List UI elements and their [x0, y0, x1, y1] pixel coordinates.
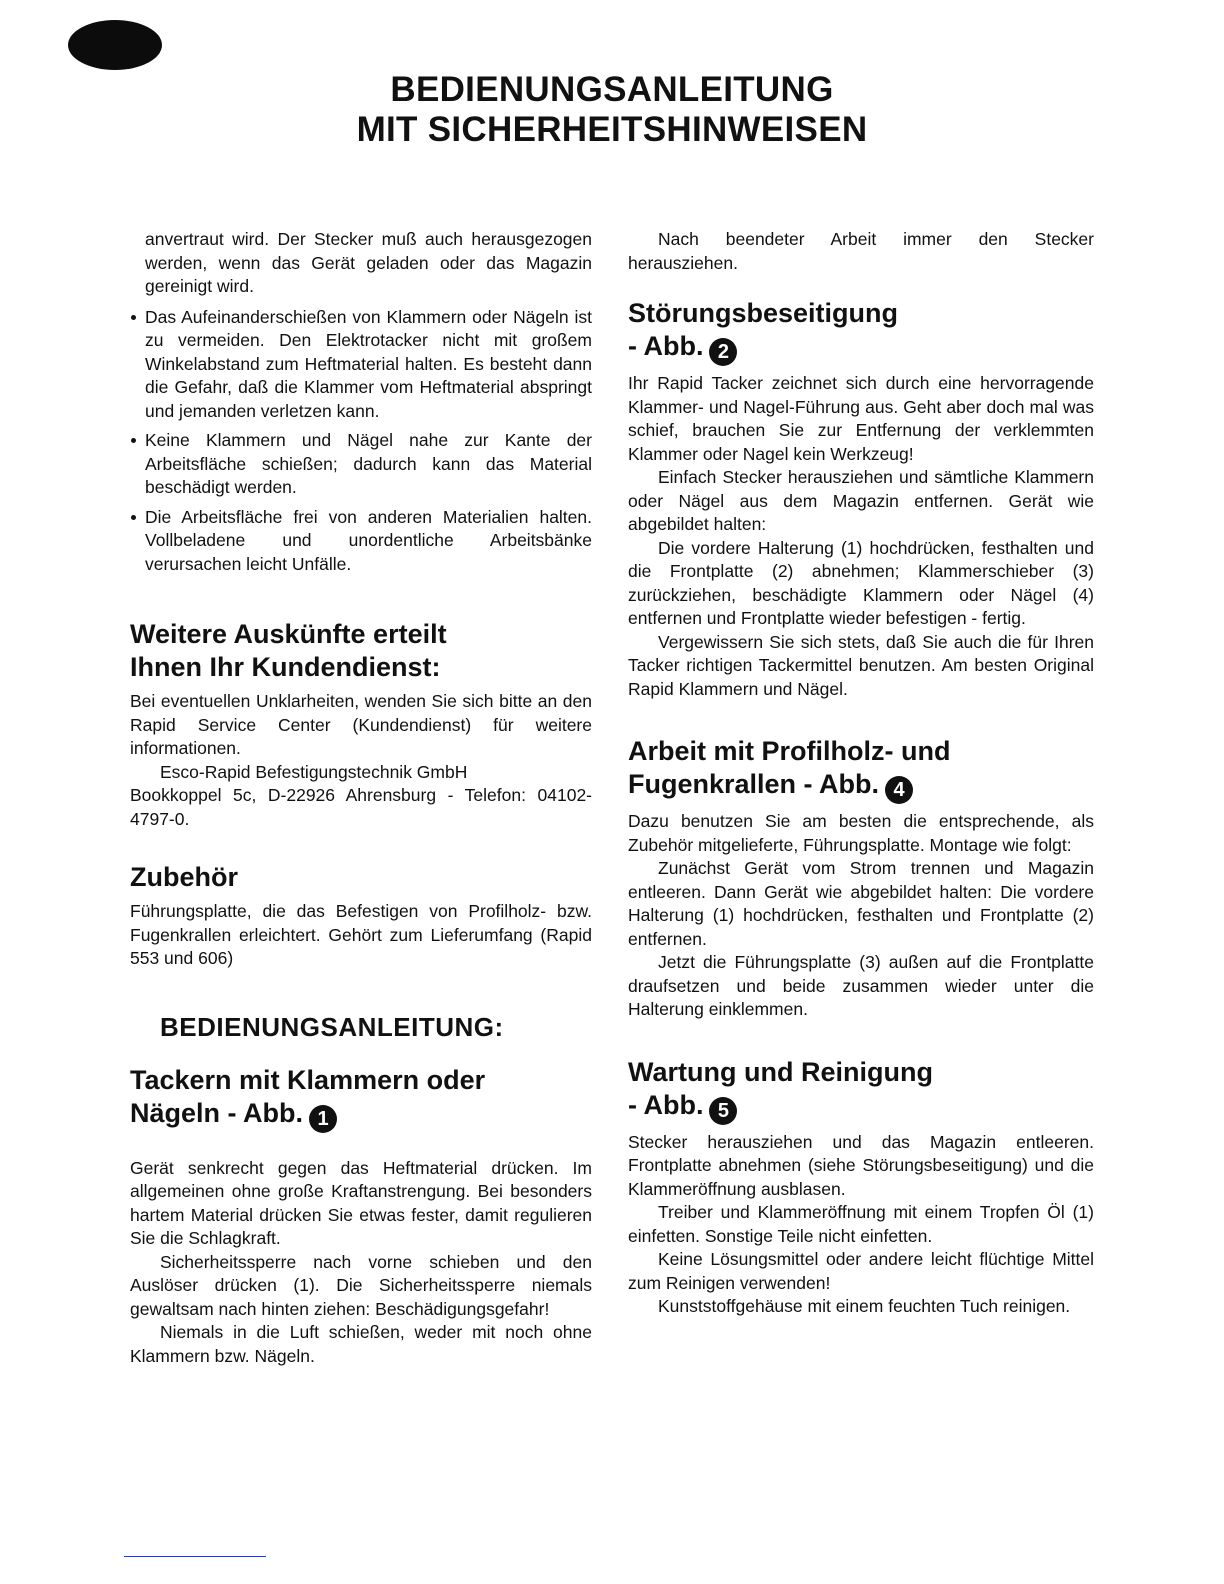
troubleshooting-paragraph-2: Einfach Stecker herausziehen und sämtliche Klammern oder Nägel aus dem Magazin entfernen. Gerät wie abgebildet halten:	[628, 467, 1094, 534]
right-column	[628, 228, 1094, 1319]
page-title-line-2: MIT SICHERHEITSHINWEISEN	[356, 110, 868, 149]
maintenance-heading-line-2	[628, 1089, 1094, 1125]
stapling-paragraph-1: Gerät senkrecht gegen das Heftmaterial drücken. Im allgemeinen ohne große Kraftanstrengung. Bei besonders hartem Material drücken Sie etwas fester, damit regulieren Sie die Schlagkraft.	[130, 1157, 592, 1248]
page-title	[0, 70, 1224, 150]
safety-bullet-1	[130, 306, 592, 424]
troubleshooting-heading	[628, 297, 1094, 366]
left-intro-paragraph: anvertraut wird. Der Stecker muß auch herausgezogen werden, wenn das Gerät geladen oder das Magazin gereinigt wird.	[145, 229, 592, 296]
service-section	[130, 618, 592, 831]
troubleshooting-section	[628, 297, 1094, 701]
accessories-paragraph: Führungsplatte, die das Befestigen von Profilholz- bzw. Fugenkrallen erleichtert. Gehört zum Lieferumfang (Rapid 553 und 606)	[130, 901, 592, 968]
profile-paragraph-2: Zunächst Gerät vom Strom trennen und Magazin entleeren. Dann Gerät wie abgebildet halten: Die vordere Halterung (1) hochdrücken, festhalten und Frontplatte (2) entfernen.	[628, 858, 1094, 949]
service-heading-line-2: Ihnen Ihr Kundendienst:	[130, 652, 441, 682]
footer-rule	[124, 1556, 266, 1557]
figure-number-4-icon: 4	[885, 776, 913, 804]
troubleshooting-paragraph-3: Die vordere Halterung (1) hochdrücken, festhalten und die Frontplatte (2) abnehmen; Klammerschieber (3) zurückziehen, beschädigte Klammern oder Nägel (4) entfernen und Frontplatte wieder befestigen - fertig.	[628, 537, 1094, 628]
profile-section	[628, 735, 1094, 1022]
troubleshooting-heading-line-2-text: - Abb.	[628, 331, 704, 361]
stapling-heading-line-2	[130, 1097, 592, 1133]
safety-bullet-3	[130, 506, 592, 577]
page-title-line-1: BEDIENUNGSANLEITUNG	[390, 70, 834, 109]
maintenance-heading	[628, 1056, 1094, 1125]
service-company-name: Esco-Rapid Befestigungstechnik GmbH	[160, 761, 468, 782]
bullet-dot-icon	[131, 438, 136, 443]
safety-bullet-3-text: Die Arbeitsfläche frei von anderen Materialien halten. Vollbeladene und unordentliche Arbeitsbänke verursachen leicht Unfälle.	[145, 506, 592, 574]
service-heading-line-1: Weitere Auskünfte erteilt	[130, 619, 447, 649]
maintenance-paragraph-1: Stecker herausziehen und das Magazin entleeren. Frontplatte abnehmen (siehe Störungsbeseitigung) und die Klammeröffnung ausblasen.	[628, 1131, 1094, 1199]
safety-bullet-list	[130, 306, 592, 577]
right-intro-paragraph: Nach beendeter Arbeit immer den Stecker herausziehen.	[628, 229, 1094, 273]
stapling-section	[130, 1064, 592, 1369]
troubleshooting-paragraph-1: Ihr Rapid Tacker zeichnet sich durch eine hervorragende Klammer- und Nagel-Führung aus. Geht aber doch mal was schief, brauchen Sie zur Entfernung der verklemmten Klammer oder Nagel kein Werkzeug!	[628, 373, 1094, 464]
stapling-heading	[130, 1064, 592, 1133]
stapling-paragraph-2: Sicherheitssperre nach vorne schieben und den Auslöser drücken (1). Die Sicherheitssperre niemals gewaltsam nach hinten ziehen: Beschädigungsgefahr!	[130, 1251, 592, 1319]
service-paragraph-1: Bei eventuellen Unklarheiten, wenden Sie sich bitte an den Rapid Service Center (Kundendienst) für weitere informationen.	[130, 691, 592, 758]
profile-heading-line-1: Arbeit mit Profilholz- und	[628, 736, 951, 766]
service-address: Bookkoppel 5c, D-22926 Ahrensburg - Telefon: 04102-4797-0.	[130, 785, 592, 829]
profile-paragraph-3: Jetzt die Führungsplatte (3) außen auf die Frontplatte draufsetzen und beide zusammen wieder unter die Halterung einklemmen.	[628, 952, 1094, 1019]
safety-bullet-2-text: Keine Klammern und Nägel nahe zur Kante der Arbeitsfläche schießen; dadurch kann das Material beschädigt werden.	[145, 430, 592, 497]
profile-paragraph-1: Dazu benutzen Sie am besten die entsprechende, als Zubehör mitgelieferte, Führungsplatte. Montage wie folgt:	[628, 811, 1094, 855]
maintenance-paragraph-2: Treiber und Klammeröffnung mit einem Tropfen Öl (1) einfetten. Sonstige Teile nicht einfetten.	[628, 1202, 1094, 1246]
stapling-paragraph-3: Niemals in die Luft schießen, weder mit noch ohne Klammern bzw. Nägeln.	[130, 1322, 592, 1366]
troubleshooting-heading-line-1: Störungsbeseitigung	[628, 298, 898, 328]
maintenance-paragraph-3: Keine Lösungsmittel oder andere leicht flüchtige Mittel zum Reinigen verwenden!	[628, 1249, 1094, 1293]
accessories-heading: Zubehör	[130, 862, 238, 892]
troubleshooting-heading-line-2	[628, 330, 1094, 366]
maintenance-heading-line-2-text: - Abb.	[628, 1089, 704, 1120]
maintenance-heading-line-1: Wartung und Reinigung	[628, 1056, 933, 1087]
bullet-dot-icon	[131, 315, 136, 320]
figure-number-5-icon: 5	[709, 1097, 737, 1125]
service-heading	[130, 618, 592, 684]
left-column	[130, 228, 592, 1368]
profile-heading-line-2	[628, 768, 1094, 804]
profile-heading	[628, 735, 1094, 804]
corner-black-mark	[68, 20, 162, 70]
profile-heading-line-2-text: Fugenkrallen - Abb.	[628, 769, 880, 799]
manual-subtitle: BEDIENUNGSANLEITUNG:	[160, 1011, 504, 1042]
troubleshooting-paragraph-4: Vergewissern Sie sich stets, daß Sie auch die für Ihren Tacker richtigen Tackermittel benutzen. Am besten Original Rapid Klammern und Nägel.	[628, 631, 1094, 699]
maintenance-section	[628, 1056, 1094, 1319]
maintenance-paragraph-4: Kunststoffgehäuse mit einem feuchten Tuch reinigen.	[658, 1296, 1071, 1316]
stapling-heading-line-2-text: Nägeln - Abb.	[130, 1097, 303, 1128]
stapling-heading-line-1: Tackern mit Klammern oder	[130, 1064, 486, 1095]
safety-bullet-2	[130, 429, 592, 500]
bullet-dot-icon	[131, 515, 136, 520]
figure-number-2-icon: 2	[709, 338, 737, 366]
figure-number-1-icon: 1	[309, 1105, 337, 1133]
safety-bullet-1-text: Das Aufeinanderschießen von Klammern oder Nägeln ist zu vermeiden. Den Elektrotacker nicht mit großem Winkelabstand zum Heftmaterial halten. Es besteht dann die Gefahr, daß die Klammer vom Heftmaterial abspringt und jemanden verletzen kann.	[145, 306, 592, 421]
accessories-section	[130, 861, 592, 971]
